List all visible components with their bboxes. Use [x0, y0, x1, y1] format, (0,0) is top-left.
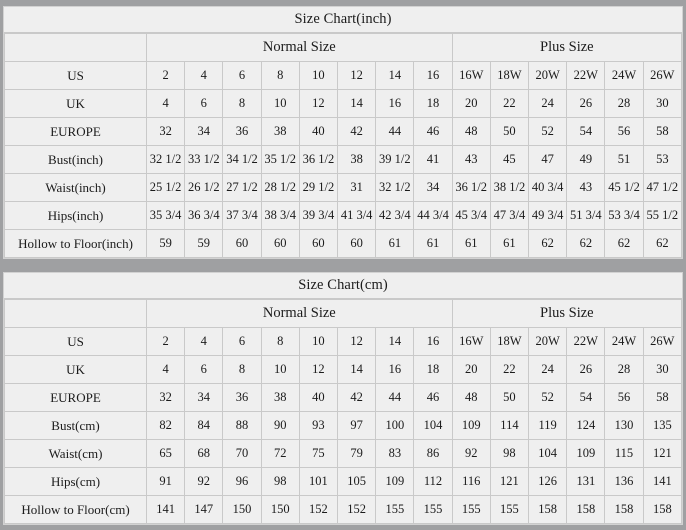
cell: 12: [299, 90, 337, 118]
cell: 35 3/4: [147, 202, 185, 230]
group-header-corner: [5, 34, 147, 62]
cell: 35 1/2: [261, 146, 299, 174]
cell: 152: [338, 496, 376, 524]
cell: 16W: [452, 328, 490, 356]
cell: 116: [452, 468, 490, 496]
size-table-inch-body: [5, 34, 682, 258]
cell: 32: [147, 384, 185, 412]
cell: 27 1/2: [223, 174, 261, 202]
group-header-corner: [5, 300, 147, 328]
cell: 92: [452, 440, 490, 468]
row-label: Bust(inch): [5, 146, 147, 174]
cell: 79: [338, 440, 376, 468]
cell: 40 3/4: [529, 174, 567, 202]
row-label: UK: [5, 90, 147, 118]
cell: 124: [567, 412, 605, 440]
cell: 109: [567, 440, 605, 468]
cell: 14: [338, 90, 376, 118]
cell: 141: [643, 468, 681, 496]
cell: 62: [643, 230, 681, 258]
cell: 61: [376, 230, 414, 258]
cell: 36: [223, 118, 261, 146]
cell: 93: [299, 412, 337, 440]
cell: 59: [147, 230, 185, 258]
cell: 10: [299, 328, 337, 356]
cell: 49: [567, 146, 605, 174]
cell: 135: [643, 412, 681, 440]
cell: 121: [643, 440, 681, 468]
cell: 56: [605, 384, 643, 412]
cell: 4: [147, 90, 185, 118]
group-header-normal: Normal Size: [147, 300, 453, 328]
cell: 83: [376, 440, 414, 468]
cell: 20W: [529, 62, 567, 90]
chart-title-inch: Size Chart(inch): [4, 7, 682, 33]
cell: 150: [223, 496, 261, 524]
cell: 24W: [605, 328, 643, 356]
cell: 18: [414, 356, 452, 384]
cell: 40: [299, 118, 337, 146]
cell: 52: [529, 384, 567, 412]
cell: 70: [223, 440, 261, 468]
row-label: Hips(inch): [5, 202, 147, 230]
row-label: Hips(cm): [5, 468, 147, 496]
row-label: Waist(inch): [5, 174, 147, 202]
cell: 14: [376, 62, 414, 90]
cell: 101: [299, 468, 337, 496]
cell: 65: [147, 440, 185, 468]
cell: 34: [185, 118, 223, 146]
cell: 59: [185, 230, 223, 258]
cell: 16W: [452, 62, 490, 90]
row-label: Hollow to Floor(inch): [5, 230, 147, 258]
row-label: EUROPE: [5, 384, 147, 412]
cell: 6: [185, 356, 223, 384]
cell: 158: [529, 496, 567, 524]
cell: 32 1/2: [376, 174, 414, 202]
cell: 131: [567, 468, 605, 496]
row-label: Hollow to Floor(cm): [5, 496, 147, 524]
cell: 14: [376, 328, 414, 356]
group-header-plus: Plus Size: [452, 34, 681, 62]
cell: 46: [414, 384, 452, 412]
cell: 58: [643, 384, 681, 412]
cell: 158: [567, 496, 605, 524]
cell: 24: [529, 356, 567, 384]
cell: 130: [605, 412, 643, 440]
cell: 115: [605, 440, 643, 468]
cell: 31: [338, 174, 376, 202]
cell: 36: [223, 384, 261, 412]
table-row: [5, 90, 682, 118]
cell: 24: [529, 90, 567, 118]
cell: 50: [490, 384, 528, 412]
cell: 28 1/2: [261, 174, 299, 202]
cell: 38: [338, 146, 376, 174]
cell: 36 1/2: [452, 174, 490, 202]
row-label: US: [5, 62, 147, 90]
row-label: Bust(cm): [5, 412, 147, 440]
cell: 18W: [490, 62, 528, 90]
cell: 86: [414, 440, 452, 468]
cell: 39 1/2: [376, 146, 414, 174]
row-label: US: [5, 328, 147, 356]
cell: 45 1/2: [605, 174, 643, 202]
group-header-plus: Plus Size: [452, 300, 681, 328]
cell: 22: [490, 90, 528, 118]
cell: 96: [223, 468, 261, 496]
cell: 48: [452, 118, 490, 146]
cell: 28: [605, 356, 643, 384]
table-row: [5, 118, 682, 146]
cell: 47: [529, 146, 567, 174]
cell: 61: [452, 230, 490, 258]
cell: 33 1/2: [185, 146, 223, 174]
cell: 26 1/2: [185, 174, 223, 202]
cell: 30: [643, 90, 681, 118]
cell: 36 1/2: [299, 146, 337, 174]
cell: 55 1/2: [643, 202, 681, 230]
cell: 97: [338, 412, 376, 440]
cell: 82: [147, 412, 185, 440]
cell: 14: [338, 356, 376, 384]
cell: 155: [452, 496, 490, 524]
cell: 16: [376, 356, 414, 384]
row-label: UK: [5, 356, 147, 384]
cell: 38: [261, 384, 299, 412]
cell: 41: [414, 146, 452, 174]
cell: 20: [452, 90, 490, 118]
cell: 51: [605, 146, 643, 174]
cell: 12: [299, 356, 337, 384]
cell: 152: [299, 496, 337, 524]
table-row: [5, 146, 682, 174]
cell: 16: [376, 90, 414, 118]
cell: 56: [605, 118, 643, 146]
cell: 44: [376, 118, 414, 146]
cell: 147: [185, 496, 223, 524]
size-chart-cm: [3, 272, 683, 525]
cell: 119: [529, 412, 567, 440]
cell: 43: [567, 174, 605, 202]
cell: 45: [490, 146, 528, 174]
cell: 60: [223, 230, 261, 258]
cell: 12: [338, 328, 376, 356]
table-row: [5, 468, 682, 496]
cell: 141: [147, 496, 185, 524]
cell: 42: [338, 384, 376, 412]
cell: 158: [605, 496, 643, 524]
cell: 46: [414, 118, 452, 146]
cell: 37 3/4: [223, 202, 261, 230]
cell: 91: [147, 468, 185, 496]
cell: 72: [261, 440, 299, 468]
cell: 8: [261, 62, 299, 90]
cell: 158: [643, 496, 681, 524]
cell: 34: [185, 384, 223, 412]
cell: 53: [643, 146, 681, 174]
table-row: [5, 412, 682, 440]
cell: 60: [261, 230, 299, 258]
cell: 6: [223, 62, 261, 90]
cell: 10: [261, 356, 299, 384]
cell: 16: [414, 328, 452, 356]
cell: 10: [299, 62, 337, 90]
cell: 98: [261, 468, 299, 496]
table-row: [5, 496, 682, 524]
cell: 51 3/4: [567, 202, 605, 230]
table-row: [5, 62, 682, 90]
cell: 109: [376, 468, 414, 496]
cell: 155: [376, 496, 414, 524]
cell: 155: [414, 496, 452, 524]
cell: 38: [261, 118, 299, 146]
cell: 62: [605, 230, 643, 258]
cell: 48: [452, 384, 490, 412]
cell: 126: [529, 468, 567, 496]
cell: 6: [185, 90, 223, 118]
cell: 114: [490, 412, 528, 440]
table-row: [5, 328, 682, 356]
cell: 10: [261, 90, 299, 118]
cell: 4: [185, 62, 223, 90]
cell: 8: [261, 328, 299, 356]
cell: 18W: [490, 328, 528, 356]
group-header-row: [5, 34, 682, 62]
cell: 16: [414, 62, 452, 90]
cell: 6: [223, 328, 261, 356]
cell: 61: [414, 230, 452, 258]
size-table-inch: [4, 33, 682, 258]
table-row: [5, 440, 682, 468]
cell: 43: [452, 146, 490, 174]
cell: 8: [223, 356, 261, 384]
cell: 32 1/2: [147, 146, 185, 174]
cell: 38 1/2: [490, 174, 528, 202]
group-header-row: [5, 300, 682, 328]
table-row: [5, 174, 682, 202]
cell: 4: [147, 356, 185, 384]
size-table-cm: [4, 299, 682, 524]
cell: 26W: [643, 62, 681, 90]
table-row: [5, 384, 682, 412]
cell: 49 3/4: [529, 202, 567, 230]
cell: 22W: [567, 62, 605, 90]
cell: 136: [605, 468, 643, 496]
cell: 25 1/2: [147, 174, 185, 202]
cell: 20: [452, 356, 490, 384]
cell: 38 3/4: [261, 202, 299, 230]
cell: 50: [490, 118, 528, 146]
cell: 26: [567, 356, 605, 384]
cell: 92: [185, 468, 223, 496]
size-chart-inch: [3, 6, 683, 259]
cell: 34: [414, 174, 452, 202]
cell: 104: [414, 412, 452, 440]
cell: 105: [338, 468, 376, 496]
cell: 98: [490, 440, 528, 468]
row-label: EUROPE: [5, 118, 147, 146]
cell: 4: [185, 328, 223, 356]
cell: 104: [529, 440, 567, 468]
cell: 28: [605, 90, 643, 118]
cell: 22: [490, 356, 528, 384]
table-row: [5, 230, 682, 258]
cell: 54: [567, 384, 605, 412]
cell: 2: [147, 328, 185, 356]
cell: 60: [299, 230, 337, 258]
cell: 150: [261, 496, 299, 524]
row-label: Waist(cm): [5, 440, 147, 468]
cell: 30: [643, 356, 681, 384]
cell: 112: [414, 468, 452, 496]
cell: 41 3/4: [338, 202, 376, 230]
cell: 22W: [567, 328, 605, 356]
table-row: [5, 356, 682, 384]
cell: 24W: [605, 62, 643, 90]
cell: 61: [490, 230, 528, 258]
cell: 12: [338, 62, 376, 90]
cell: 100: [376, 412, 414, 440]
cell: 45 3/4: [452, 202, 490, 230]
cell: 39 3/4: [299, 202, 337, 230]
table-row: [5, 202, 682, 230]
cell: 121: [490, 468, 528, 496]
cell: 84: [185, 412, 223, 440]
cell: 75: [299, 440, 337, 468]
cell: 42 3/4: [376, 202, 414, 230]
chart-title-cm: Size Chart(cm): [4, 273, 682, 299]
cell: 29 1/2: [299, 174, 337, 202]
cell: 155: [490, 496, 528, 524]
cell: 58: [643, 118, 681, 146]
cell: 68: [185, 440, 223, 468]
cell: 88: [223, 412, 261, 440]
cell: 26W: [643, 328, 681, 356]
cell: 26: [567, 90, 605, 118]
cell: 18: [414, 90, 452, 118]
cell: 8: [223, 90, 261, 118]
cell: 47 3/4: [490, 202, 528, 230]
cell: 2: [147, 62, 185, 90]
cell: 109: [452, 412, 490, 440]
cell: 60: [338, 230, 376, 258]
cell: 54: [567, 118, 605, 146]
cell: 47 1/2: [643, 174, 681, 202]
group-header-normal: Normal Size: [147, 34, 453, 62]
cell: 42: [338, 118, 376, 146]
cell: 90: [261, 412, 299, 440]
cell: 53 3/4: [605, 202, 643, 230]
cell: 62: [567, 230, 605, 258]
cell: 36 3/4: [185, 202, 223, 230]
cell: 34 1/2: [223, 146, 261, 174]
cell: 44: [376, 384, 414, 412]
cell: 44 3/4: [414, 202, 452, 230]
cell: 32: [147, 118, 185, 146]
cell: 62: [529, 230, 567, 258]
cell: 52: [529, 118, 567, 146]
cell: 40: [299, 384, 337, 412]
cell: 20W: [529, 328, 567, 356]
size-table-cm-body: [5, 300, 682, 524]
